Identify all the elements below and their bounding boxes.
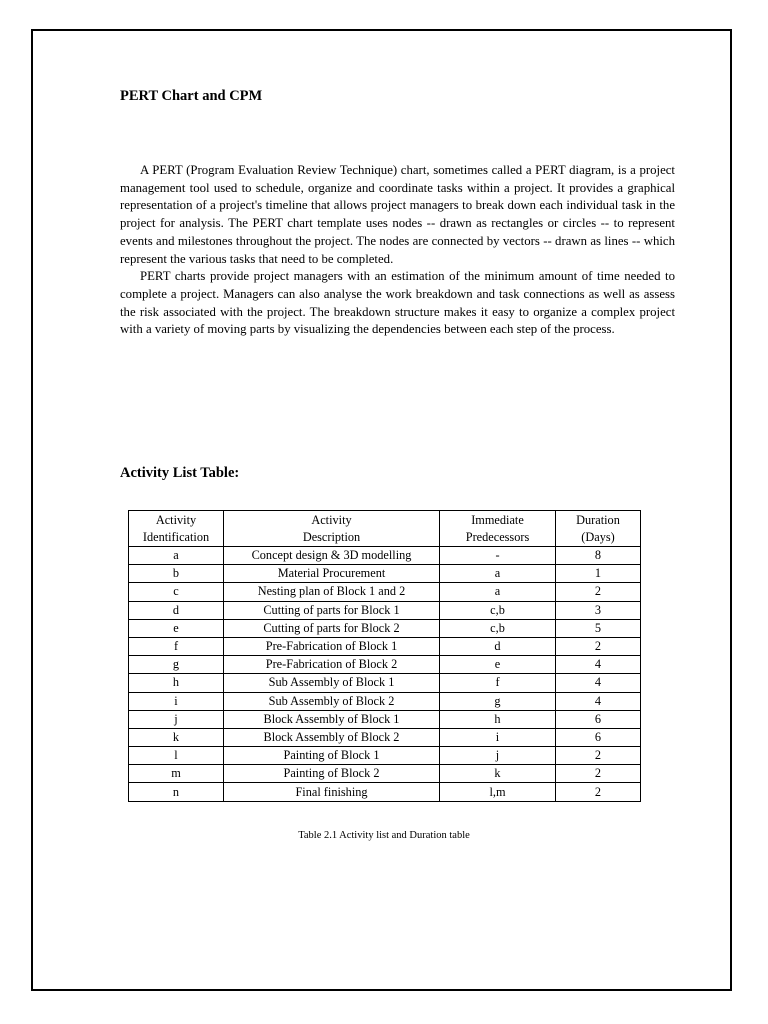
paragraph-pert-benefits: PERT charts provide project managers with an estimation of the minimum amount of time needed to complete a project. Managers can also analyse the work breakdown and task connections as well as assess the risk associated with the project. The breakdown structure makes it easy to organize a complex project with a variety of moving parts by visualizing the dependencies between each step of the process. <box>120 269 675 337</box>
cell-activity-id: e <box>129 619 224 637</box>
cell-description: Block Assembly of Block 1 <box>224 710 440 728</box>
cell-description: Cutting of parts for Block 2 <box>224 619 440 637</box>
cell-duration: 1 <box>556 565 641 583</box>
cell-predecessors: l,m <box>440 783 556 801</box>
cell-activity-id: b <box>129 565 224 583</box>
cell-description: Material Procurement <box>224 565 440 583</box>
cell-duration: 4 <box>556 692 641 710</box>
cell-predecessors: c,b <box>440 619 556 637</box>
cell-predecessors: - <box>440 547 556 565</box>
cell-activity-id: m <box>129 765 224 783</box>
cell-duration: 2 <box>556 765 641 783</box>
header-activity-identification: Activity Identification <box>129 511 224 547</box>
table-row <box>129 783 641 801</box>
cell-activity-id: k <box>129 728 224 746</box>
cell-predecessors: f <box>440 674 556 692</box>
cell-duration: 5 <box>556 619 641 637</box>
cell-description: Final finishing <box>224 783 440 801</box>
cell-activity-id: g <box>129 656 224 674</box>
cell-activity-id: h <box>129 674 224 692</box>
cell-duration: 2 <box>556 583 641 601</box>
cell-description: Concept design & 3D modelling <box>224 547 440 565</box>
cell-duration: 4 <box>556 674 641 692</box>
cell-description: Pre-Fabrication of Block 1 <box>224 637 440 655</box>
cell-duration: 2 <box>556 747 641 765</box>
cell-predecessors: a <box>440 583 556 601</box>
header-activity-description: Activity Description <box>224 511 440 547</box>
header-duration-days: Duration (Days) <box>556 511 641 547</box>
table-title: Activity List Table: <box>120 465 240 481</box>
cell-predecessors: e <box>440 656 556 674</box>
cell-predecessors: g <box>440 692 556 710</box>
table-row <box>129 728 641 746</box>
cell-description: Nesting plan of Block 1 and 2 <box>224 583 440 601</box>
paragraph-pert-definition: A PERT (Program Evaluation Review Technique) chart, sometimes called a PERT diagram, is a project management tool used to schedule, organize and coordinate tasks within a project. It provides a graphical representation of a project's timeline that allows project managers to break down each individual task in the project for analysis. The PERT chart template uses nodes -- drawn as rectangles or circles -- to represent events and milestones throughout the project. The nodes are connected by vectors -- drawn as lines -- which represent the various tasks that need to be completed. <box>120 163 675 266</box>
cell-duration: 3 <box>556 601 641 619</box>
table-header-row <box>129 511 641 547</box>
cell-activity-id: d <box>129 601 224 619</box>
table-row <box>129 765 641 783</box>
table-row <box>129 674 641 692</box>
cell-predecessors: a <box>440 565 556 583</box>
table-row <box>129 583 641 601</box>
cell-description: Painting of Block 1 <box>224 747 440 765</box>
cell-activity-id: c <box>129 583 224 601</box>
cell-duration: 2 <box>556 783 641 801</box>
cell-activity-id: l <box>129 747 224 765</box>
table-caption: Table 2.1 Activity list and Duration table <box>298 830 470 841</box>
cell-predecessors: d <box>440 637 556 655</box>
cell-description: Sub Assembly of Block 2 <box>224 692 440 710</box>
table-row <box>129 656 641 674</box>
cell-duration: 2 <box>556 637 641 655</box>
cell-predecessors: h <box>440 710 556 728</box>
table-row <box>129 637 641 655</box>
table-row <box>129 547 641 565</box>
table-row <box>129 619 641 637</box>
cell-predecessors: i <box>440 728 556 746</box>
table-row <box>129 565 641 583</box>
cell-description: Cutting of parts for Block 1 <box>224 601 440 619</box>
activity-table <box>128 510 641 802</box>
cell-duration: 6 <box>556 710 641 728</box>
cell-activity-id: n <box>129 783 224 801</box>
body-text <box>120 162 675 339</box>
table-row <box>129 692 641 710</box>
cell-activity-id: a <box>129 547 224 565</box>
cell-activity-id: i <box>129 692 224 710</box>
table-row <box>129 747 641 765</box>
header-immediate-predecessors: Immediate Predecessors <box>440 511 556 547</box>
cell-duration: 4 <box>556 656 641 674</box>
cell-activity-id: j <box>129 710 224 728</box>
cell-duration: 8 <box>556 547 641 565</box>
cell-description: Sub Assembly of Block 1 <box>224 674 440 692</box>
cell-description: Painting of Block 2 <box>224 765 440 783</box>
cell-description: Pre-Fabrication of Block 2 <box>224 656 440 674</box>
cell-predecessors: j <box>440 747 556 765</box>
cell-duration: 6 <box>556 728 641 746</box>
table-row <box>129 601 641 619</box>
cell-description: Block Assembly of Block 2 <box>224 728 440 746</box>
cell-predecessors: k <box>440 765 556 783</box>
section-title: PERT Chart and CPM <box>120 88 263 104</box>
cell-activity-id: f <box>129 637 224 655</box>
table-row <box>129 710 641 728</box>
cell-predecessors: c,b <box>440 601 556 619</box>
